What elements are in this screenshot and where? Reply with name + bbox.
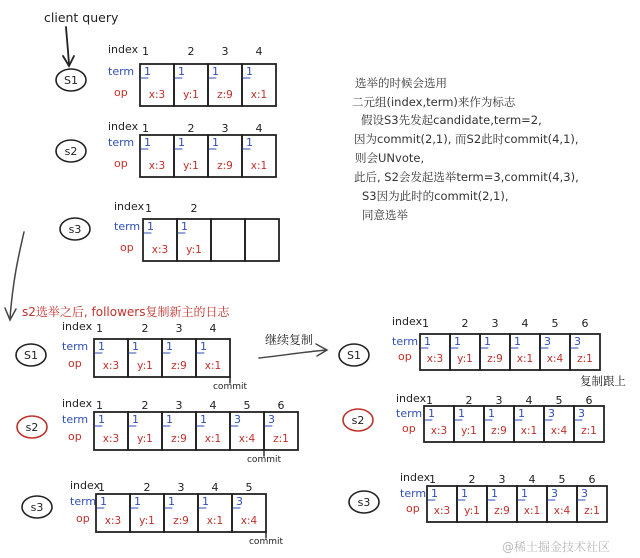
log-term: 1 bbox=[178, 65, 185, 78]
log-index: 2 bbox=[190, 202, 198, 215]
log-index: 5 bbox=[243, 399, 251, 412]
server-name: s2 bbox=[25, 421, 39, 434]
commit-label: commit bbox=[246, 455, 282, 465]
log-term: 1 bbox=[428, 407, 435, 420]
log-op: x:4 bbox=[553, 505, 571, 517]
log-term: 1 bbox=[461, 487, 468, 500]
log-term: 1 bbox=[246, 136, 253, 149]
log-index: 2 bbox=[187, 122, 195, 135]
term-label: term bbox=[396, 407, 423, 420]
log-term: 1 bbox=[144, 136, 151, 149]
section-title: s2选举之后, followers复制新主的日志 bbox=[22, 305, 230, 319]
log-term: 1 bbox=[132, 413, 139, 426]
log-op: x:1 bbox=[516, 353, 534, 365]
log-index: 1 bbox=[429, 473, 436, 486]
op-label: op bbox=[114, 86, 128, 99]
term-label: term bbox=[108, 65, 135, 78]
log-op: x:1 bbox=[250, 89, 268, 101]
log-index: 5 bbox=[555, 394, 563, 407]
log-index: 1 bbox=[96, 399, 103, 412]
log-term: 1 bbox=[134, 495, 141, 508]
log-op: y:1 bbox=[137, 433, 153, 445]
server-name: s2 bbox=[351, 414, 365, 427]
log-term: 1 bbox=[424, 335, 431, 348]
op-label: op bbox=[76, 512, 90, 525]
log-op: z:1 bbox=[273, 433, 289, 445]
log-index: 4 bbox=[209, 399, 217, 412]
log-op: x:4 bbox=[238, 433, 256, 445]
op-label: op bbox=[402, 422, 416, 435]
log-index: 4 bbox=[255, 122, 263, 135]
log-term: 1 bbox=[181, 220, 188, 233]
log-op: z:9 bbox=[494, 505, 510, 517]
log-index: 6 bbox=[585, 394, 593, 407]
server-log-s2 bbox=[343, 392, 604, 442]
log-index: 4 bbox=[209, 322, 217, 335]
log-index: 3 bbox=[175, 399, 183, 412]
log-index: 2 bbox=[461, 317, 469, 330]
log-index: 3 bbox=[175, 322, 183, 335]
index-label: index bbox=[62, 320, 93, 333]
log-term: 1 bbox=[514, 335, 521, 348]
log-op: x:4 bbox=[550, 425, 568, 437]
log-term: 1 bbox=[100, 495, 107, 508]
log-term: 1 bbox=[246, 65, 253, 78]
log-term: 1 bbox=[166, 413, 173, 426]
log-term: 1 bbox=[454, 335, 461, 348]
log-index: 2 bbox=[187, 45, 195, 58]
log-op: x:4 bbox=[546, 353, 564, 365]
log-op: x:3 bbox=[104, 515, 122, 527]
log-term: 3 bbox=[551, 487, 558, 500]
index-label: index bbox=[400, 471, 431, 484]
log-term: 3 bbox=[236, 495, 243, 508]
server-log-s3 bbox=[22, 479, 283, 547]
log-op: x:1 bbox=[206, 515, 224, 527]
note-line: 选举的时候会选用 bbox=[355, 76, 447, 90]
log-term: 3 bbox=[581, 487, 588, 500]
log-op: z:9 bbox=[217, 160, 233, 172]
log-term: 1 bbox=[212, 65, 219, 78]
log-index: 3 bbox=[495, 394, 503, 407]
log-term: 3 bbox=[578, 407, 585, 420]
log-op: z:9 bbox=[487, 353, 503, 365]
log-index: 6 bbox=[277, 399, 285, 412]
server-name: s3 bbox=[68, 223, 82, 236]
log-op: y:1 bbox=[137, 360, 153, 372]
log-op: x:1 bbox=[204, 433, 222, 445]
index-label: index bbox=[108, 43, 139, 56]
note-line: 此后, S2会发起选举term=3,commit(4,3), bbox=[354, 170, 579, 184]
log-op: x:3 bbox=[148, 89, 166, 101]
index-label: index bbox=[396, 392, 427, 405]
log-term: 1 bbox=[168, 495, 175, 508]
election-note bbox=[352, 76, 579, 222]
log-op: y:1 bbox=[186, 244, 202, 256]
log-index: 4 bbox=[525, 394, 533, 407]
log-op: x:3 bbox=[102, 360, 120, 372]
log-term: 1 bbox=[212, 136, 219, 149]
log-index: 1 bbox=[426, 394, 433, 407]
log-index: 6 bbox=[581, 317, 589, 330]
server-log-s3 bbox=[349, 471, 607, 522]
op-label: op bbox=[68, 357, 82, 370]
log-op: z:9 bbox=[173, 515, 189, 527]
log-index: 4 bbox=[528, 473, 536, 486]
log-op: x:1 bbox=[523, 505, 541, 517]
log-term: 1 bbox=[518, 407, 525, 420]
log-term: 3 bbox=[268, 413, 275, 426]
log-op: z:1 bbox=[577, 353, 593, 365]
term-label: term bbox=[400, 487, 427, 500]
log-op: z:1 bbox=[581, 425, 597, 437]
commit-label: commit bbox=[248, 537, 284, 547]
log-index: 2 bbox=[141, 399, 149, 412]
log-term: 1 bbox=[147, 220, 154, 233]
term-label: term bbox=[62, 413, 89, 426]
log-index: 1 bbox=[98, 481, 105, 494]
log-term: 1 bbox=[98, 413, 105, 426]
log-index: 5 bbox=[558, 473, 566, 486]
index-label: index bbox=[62, 397, 93, 410]
log-index: 6 bbox=[588, 473, 596, 486]
log-term: 1 bbox=[488, 407, 495, 420]
log-op: y:1 bbox=[183, 89, 199, 101]
log-op: z:9 bbox=[491, 425, 507, 437]
note-line: 二元组(index,term)来作为标志 bbox=[352, 95, 516, 109]
log-term: 1 bbox=[484, 335, 491, 348]
index-label: index bbox=[108, 120, 139, 133]
term-label: term bbox=[108, 136, 135, 149]
server-log-s1 bbox=[56, 43, 276, 106]
log-term: 1 bbox=[200, 413, 207, 426]
term-label: term bbox=[70, 495, 97, 508]
log-op: x:3 bbox=[433, 505, 451, 517]
log-op: z:1 bbox=[584, 505, 600, 517]
log-op: x:3 bbox=[426, 353, 444, 365]
log-op: z:9 bbox=[171, 433, 187, 445]
log-index: 1 bbox=[142, 122, 149, 135]
log-index: 4 bbox=[521, 317, 529, 330]
commit-label: commit bbox=[212, 382, 248, 392]
server-log-s2 bbox=[17, 397, 298, 465]
server-name: s2 bbox=[64, 145, 78, 158]
log-term: 1 bbox=[431, 487, 438, 500]
log-op: x:3 bbox=[151, 244, 169, 256]
log-op: x:3 bbox=[102, 433, 120, 445]
log-index: 2 bbox=[468, 473, 476, 486]
client-query-label: client query bbox=[44, 10, 119, 25]
term-label: term bbox=[114, 220, 141, 233]
log-term: 1 bbox=[521, 487, 528, 500]
caught-up-label: 复制跟上 bbox=[580, 374, 626, 388]
op-label: op bbox=[398, 350, 412, 363]
log-index: 1 bbox=[422, 317, 429, 330]
client-query-arrow bbox=[63, 27, 74, 66]
log-op: x:1 bbox=[204, 360, 222, 372]
log-op: y:1 bbox=[139, 515, 155, 527]
server-name: s3 bbox=[357, 496, 371, 509]
note-line: 则会UNvote, bbox=[355, 151, 425, 165]
watermark: @稀土掘金技术社区 bbox=[502, 540, 611, 554]
log-op: y:1 bbox=[461, 425, 477, 437]
log-term: 3 bbox=[234, 413, 241, 426]
index-label: index bbox=[392, 315, 423, 328]
log-index: 2 bbox=[465, 394, 473, 407]
log-index: 2 bbox=[143, 481, 151, 494]
server-log-s1 bbox=[339, 315, 600, 370]
log-cell bbox=[211, 219, 245, 261]
log-index: 2 bbox=[141, 322, 149, 335]
note-line: S3因为此时的commit(2,1), bbox=[362, 189, 509, 203]
log-op: z:9 bbox=[171, 360, 187, 372]
log-op: x:4 bbox=[240, 515, 258, 527]
log-op: y:1 bbox=[464, 505, 480, 517]
note-line: 同意选举 bbox=[362, 208, 408, 222]
log-op: x:1 bbox=[250, 160, 268, 172]
log-index: 4 bbox=[211, 481, 219, 494]
log-index: 5 bbox=[245, 481, 253, 494]
log-index: 1 bbox=[145, 202, 152, 215]
log-index: 1 bbox=[96, 322, 103, 335]
log-op: x:1 bbox=[520, 425, 538, 437]
op-label: op bbox=[120, 241, 134, 254]
index-label: index bbox=[70, 479, 101, 492]
log-cell bbox=[245, 219, 279, 261]
server-name: S1 bbox=[24, 349, 38, 362]
log-term: 1 bbox=[178, 136, 185, 149]
log-op: y:1 bbox=[457, 353, 473, 365]
log-index: 3 bbox=[491, 317, 499, 330]
term-label: term bbox=[392, 335, 419, 348]
server-log-s1 bbox=[16, 320, 247, 392]
log-term: 3 bbox=[574, 335, 581, 348]
log-term: 3 bbox=[544, 335, 551, 348]
server-name: s3 bbox=[30, 501, 44, 514]
log-term: 3 bbox=[548, 407, 555, 420]
log-index: 3 bbox=[177, 481, 185, 494]
log-index: 5 bbox=[551, 317, 559, 330]
log-index: 1 bbox=[142, 45, 149, 58]
log-index: 3 bbox=[221, 122, 229, 135]
log-index: 3 bbox=[498, 473, 506, 486]
log-term: 1 bbox=[98, 340, 105, 353]
server-name: S1 bbox=[347, 349, 361, 362]
log-term: 1 bbox=[202, 495, 209, 508]
log-index: 4 bbox=[255, 45, 263, 58]
log-index: 3 bbox=[221, 45, 229, 58]
op-label: op bbox=[114, 157, 128, 170]
note-line: 因为commit(2,1), 而S2此时commit(4,1), bbox=[354, 132, 579, 146]
log-term: 1 bbox=[144, 65, 151, 78]
log-op: x:3 bbox=[148, 160, 166, 172]
index-label: index bbox=[114, 200, 145, 213]
op-label: op bbox=[406, 502, 420, 515]
log-op: x:3 bbox=[430, 425, 448, 437]
log-term: 1 bbox=[200, 340, 207, 353]
log-term: 1 bbox=[166, 340, 173, 353]
log-term: 1 bbox=[491, 487, 498, 500]
log-term: 1 bbox=[132, 340, 139, 353]
continue-replication-label: 继续复制 bbox=[265, 333, 314, 347]
server-log-s3 bbox=[60, 200, 279, 261]
note-line: 假设S3先发起candidate,term=2, bbox=[361, 113, 542, 127]
server-name: S1 bbox=[64, 74, 78, 87]
log-term: 1 bbox=[458, 407, 465, 420]
op-label: op bbox=[68, 430, 82, 443]
log-op: z:9 bbox=[217, 89, 233, 101]
term-label: term bbox=[62, 340, 89, 353]
log-op: y:1 bbox=[183, 160, 199, 172]
server-log-s2 bbox=[56, 120, 276, 177]
